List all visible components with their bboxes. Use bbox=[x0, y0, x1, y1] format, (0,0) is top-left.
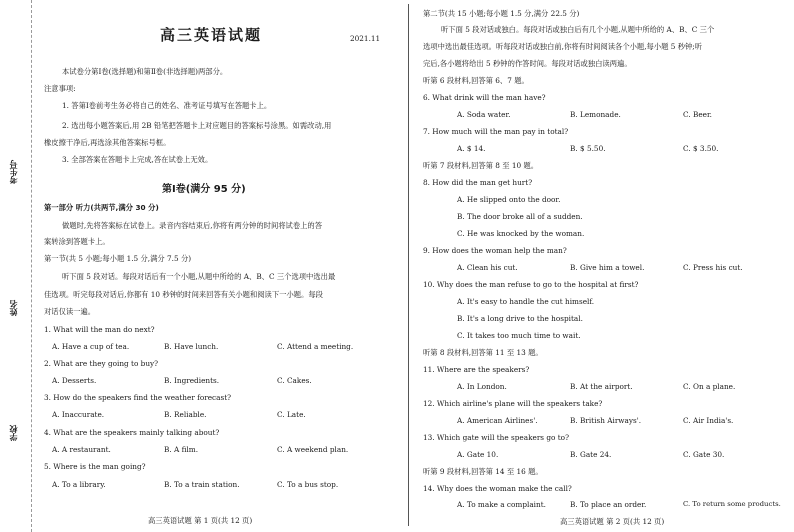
section2-description-end: 完后,各小题将给出 5 秒钟的作答时间。每段对话或独白读两遍。 bbox=[423, 59, 632, 68]
section2-description: 听下面 5 段对话或独白。每段对话或独白后有几个小题,从题中所给的 A、B、C 三个 bbox=[441, 25, 715, 34]
question-4: 4. What are the speakers mainly talking about? bbox=[44, 428, 220, 437]
q14-option-a: A. To make a complaint. bbox=[457, 500, 546, 509]
q3-option-c: C. Late. bbox=[277, 410, 306, 419]
q14-option-c: C. To return some products. bbox=[683, 500, 781, 508]
question-5: 5. Where is the man going? bbox=[44, 462, 146, 471]
notice-item-3: 3. 全部答案在答题卡上完成,答在试卷上无效。 bbox=[62, 155, 213, 164]
question-14: 14. Why does the woman make the call? bbox=[423, 484, 572, 493]
page-title: 高三英语试题 bbox=[160, 26, 263, 44]
question-2: 2. What are they going to buy? bbox=[44, 359, 159, 368]
notice-item-2-cont: 橡皮擦干净后,再选涂其他答案标号框。 bbox=[44, 138, 171, 147]
q11-option-b: B. At the airport. bbox=[570, 382, 633, 391]
question-1: 1. What will the man do next? bbox=[44, 325, 155, 334]
margin-label-exam-number: 考生号 bbox=[9, 160, 18, 184]
question-3: 3. How do the speakers find the weather forecast? bbox=[44, 393, 232, 402]
page1-footer: 高三英语试题 第 1 页(共 12 页) bbox=[148, 516, 253, 525]
q7-option-a: A. $ 14. bbox=[457, 144, 486, 153]
q9-option-b: B. Give him a towel. bbox=[570, 263, 645, 272]
part1-description-cont: 案转涂到答题卡上。 bbox=[44, 237, 110, 246]
intro-text: 本试卷分第Ⅰ卷(选择题)和第Ⅱ卷(非选择题)两部分。 bbox=[62, 67, 228, 76]
binding-line bbox=[31, 0, 32, 532]
q12-option-c: C. Air India's. bbox=[683, 416, 734, 425]
q10-option-c: C. It takes too much time to wait. bbox=[457, 331, 581, 340]
q10-option-b: B. It's a long drive to the hospital. bbox=[457, 314, 583, 323]
q2-option-b: B. Ingredients. bbox=[164, 376, 220, 385]
notice-heading: 注意事项: bbox=[44, 84, 76, 93]
part1-heading: 第一部分 听力(共两节,满分 30 分) bbox=[44, 203, 159, 212]
section1-description-cont: 佳选项。听完每段对话后,你都有 10 秒钟的时间来回答有关小题和阅读下一小题。每段 bbox=[44, 290, 323, 299]
page-divider bbox=[408, 4, 409, 526]
section1-heading: 第一节(共 5 小题;每小题 1.5 分,满分 7.5 分) bbox=[44, 254, 192, 263]
part1-description: 做题时,先将答案标在试卷上。录音内容结束后,你将有两分钟的时间将试卷上的答 bbox=[62, 221, 323, 230]
section1-description: 听下面 5 段对话。每段对话后有一个小题,从题中所给的 A、B、C 三个选项中选出最 bbox=[62, 272, 336, 281]
volume-title: 第Ⅰ卷(满分 95 分) bbox=[162, 184, 246, 195]
q4-option-a: A. A restaurant. bbox=[52, 445, 111, 454]
q6-option-c: C. Beer. bbox=[683, 110, 712, 119]
section2-heading: 第二节(共 15 小题;每小题 1.5 分,满分 22.5 分) bbox=[423, 9, 580, 18]
margin-label-school: 学校 bbox=[9, 425, 18, 441]
q4-option-c: C. A weekend plan. bbox=[277, 445, 349, 454]
q1-option-b: B. Have lunch. bbox=[164, 342, 219, 351]
q5-option-b: B. To a train station. bbox=[164, 480, 240, 489]
material-6-instruction: 听第 6 段材料,回答第 6、7 题。 bbox=[423, 76, 529, 85]
q1-option-a: A. Have a cup of tea. bbox=[52, 342, 130, 351]
q1-option-c: C. Attend a meeting. bbox=[277, 342, 354, 351]
q3-option-b: B. Reliable. bbox=[164, 410, 207, 419]
q9-option-a: A. Clean his cut. bbox=[457, 263, 518, 272]
question-13: 13. Which gate will the speakers go to? bbox=[423, 433, 569, 442]
question-9: 9. How does the woman help the man? bbox=[423, 246, 567, 255]
q6-option-a: A. Soda water. bbox=[457, 110, 511, 119]
section2-description-cont: 选项中选出最佳选项。听每段对话或独白前,你将有时间阅读各个小题,每小题 5 秒钟;听 bbox=[423, 42, 703, 51]
question-10: 10. Why does the man refuse to go to the hospital at first? bbox=[423, 280, 639, 289]
q5-option-a: A. To a library. bbox=[52, 480, 106, 489]
q8-option-b: B. The door broke all of a sudden. bbox=[457, 212, 583, 221]
material-7-instruction: 听第 7 段材料,回答第 8 至 10 题。 bbox=[423, 161, 539, 170]
q9-option-c: C. Press his cut. bbox=[683, 263, 743, 272]
material-8-instruction: 听第 8 段材料,回答第 11 至 13 题。 bbox=[423, 348, 543, 357]
q3-option-a: A. Inaccurate. bbox=[52, 410, 105, 419]
q8-option-a: A. He slipped onto the door. bbox=[457, 195, 561, 204]
material-9-instruction: 听第 9 段材料,回答第 14 至 16 题。 bbox=[423, 467, 543, 476]
exam-date: 2021.11 bbox=[350, 34, 381, 43]
q7-option-b: B. $ 5.50. bbox=[570, 144, 606, 153]
page2-footer: 高三英语试题 第 2 页(共 12 页) bbox=[560, 517, 665, 526]
section1-description-end: 对话仅读一遍。 bbox=[44, 307, 96, 316]
q4-option-b: B. A film. bbox=[164, 445, 199, 454]
q13-option-b: B. Gate 24. bbox=[570, 450, 612, 459]
question-11: 11. Where are the speakers? bbox=[423, 365, 530, 374]
q5-option-c: C. To a bus stop. bbox=[277, 480, 339, 489]
q12-option-a: A. American Airlines'. bbox=[457, 416, 538, 425]
q2-option-c: C. Cakes. bbox=[277, 376, 312, 385]
q13-option-c: C. Gate 30. bbox=[683, 450, 725, 459]
q6-option-b: B. Lemonade. bbox=[570, 110, 621, 119]
margin-label-name: 姓名 bbox=[9, 300, 18, 316]
q8-option-c: C. He was knocked by the woman. bbox=[457, 229, 585, 238]
q11-option-c: C. On a plane. bbox=[683, 382, 736, 391]
question-7: 7. How much will the man pay in total? bbox=[423, 127, 569, 136]
question-6: 6. What drink will the man have? bbox=[423, 93, 546, 102]
q10-option-a: A. It's easy to handle the cut himself. bbox=[457, 297, 595, 306]
notice-item-1: 1. 答第Ⅰ卷前考生务必将自己的姓名、准考证号填写在答题卡上。 bbox=[62, 101, 272, 110]
q11-option-a: A. In London. bbox=[457, 382, 507, 391]
q2-option-a: A. Desserts. bbox=[52, 376, 97, 385]
q14-option-b: B. To place an order. bbox=[570, 500, 647, 509]
q13-option-a: A. Gate 10. bbox=[457, 450, 499, 459]
notice-item-2: 2. 选出每小题答案后,用 2B 铅笔把答题卡上对应题目的答案标号涂黑。如需改动,用 bbox=[62, 121, 332, 130]
question-12: 12. Which airline's plane will the speakers take? bbox=[423, 399, 603, 408]
q12-option-b: B. British Airways'. bbox=[570, 416, 642, 425]
question-8: 8. How did the man get hurt? bbox=[423, 178, 533, 187]
q7-option-c: C. $ 3.50. bbox=[683, 144, 719, 153]
